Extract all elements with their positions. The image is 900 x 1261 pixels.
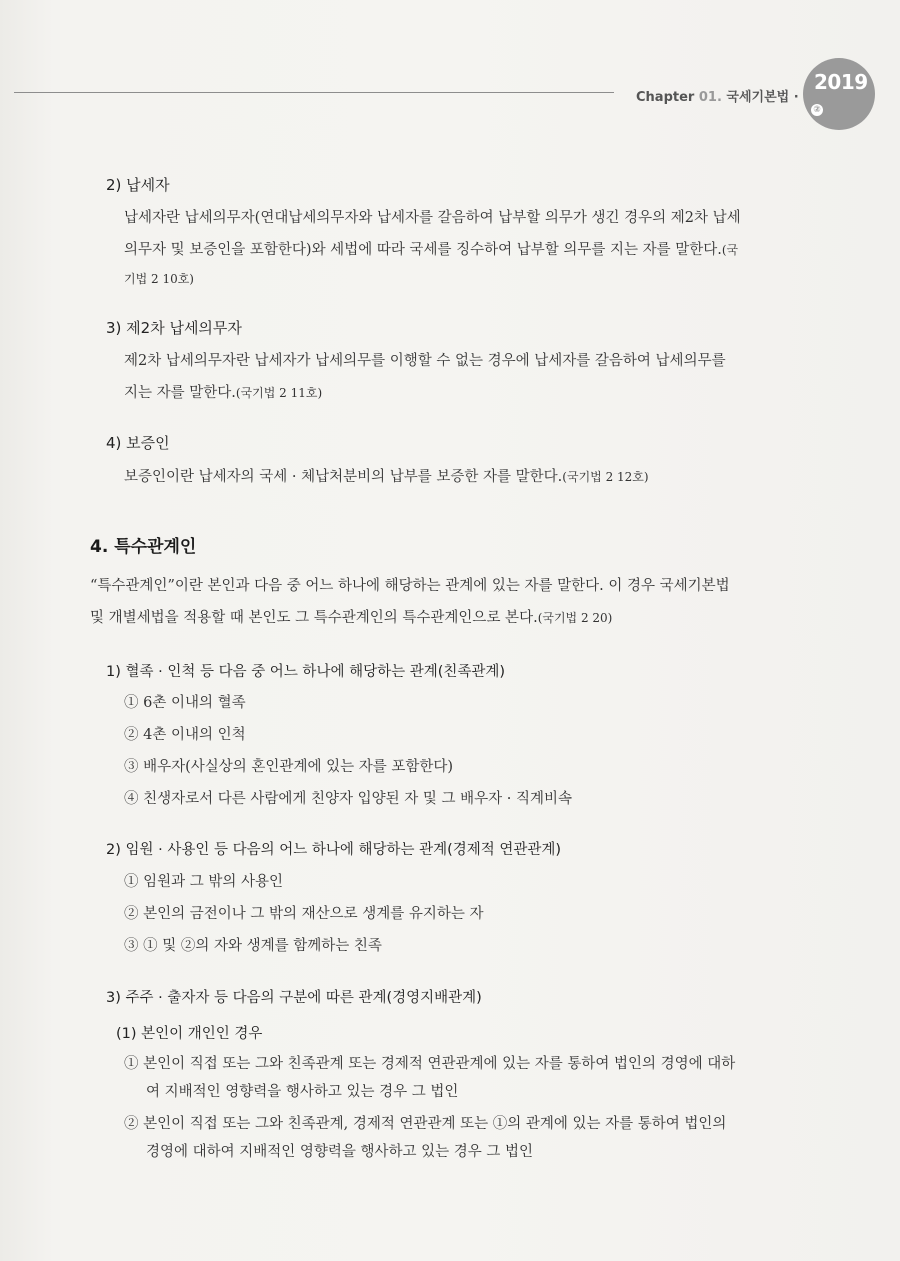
case-individual-heading: (1) 본인이 개인인 경우 <box>116 1026 263 1042</box>
item-kinship-heading: 1) 혈족 · 인척 등 다음 중 어느 하나에 해당하는 관계(친족관계) <box>106 664 506 680</box>
management-line-1: ① 본인이 직접 또는 그와 친족관계 또는 경제적 연관관계에 있는 자를 통하여 법인의 경영에 대하 <box>124 1056 736 1072</box>
taxpayer-line-2: 의무자 및 보증인을 포함한다)와 세법에 따라 국세를 징수하여 납부할 의무를 지는 자를 말한다.(국 <box>124 242 739 258</box>
header-bullet: · <box>793 90 799 105</box>
section-title-related-party: 4. 특수관계인 <box>90 537 197 557</box>
chapter-title: 국세기본법 <box>726 90 790 105</box>
year-label: 2019 <box>814 70 868 94</box>
secondary-line-1: 제2차 납세의무자란 납세자가 납세의무를 이행할 수 없는 경우에 납세자를 갈음하여 납세의무를 <box>124 353 726 369</box>
economic-sub-3: ③ ① 및 ②의 자와 생계를 함께하는 친족 <box>124 938 382 954</box>
economic-sub-1: ① 임원과 그 밖의 사용인 <box>124 874 283 890</box>
kinship-sub-3: ③ 배우자(사실상의 혼인관계에 있는 자를 포함한다) <box>124 759 453 775</box>
kinship-sub-4: ④ 친생자로서 다른 사람에게 친양자 입양된 자 및 그 배우자 · 직계비속 <box>124 791 572 807</box>
management-line-3: ② 본인이 직접 또는 그와 친족관계, 경제적 연관관계 또는 ①의 관계에 있는 자를 통하여 법인의 <box>124 1116 727 1132</box>
item-management-heading: 3) 주주 · 출자자 등 다음의 구분에 따른 관계(경영지배관계) <box>106 990 482 1006</box>
management-line-2: 여 지배적인 영향력을 행사하고 있는 경우 그 법인 <box>146 1084 459 1100</box>
heading-taxpayer: 2) 납세자 <box>106 176 170 194</box>
heading-guarantor: 4) 보증인 <box>106 434 170 452</box>
taxpayer-line-1: 납세자란 납세의무자(연대납세의무자와 납세자를 갈음하여 납부할 의무가 생긴 경우의 제2차 납세 <box>124 210 741 226</box>
header-rule <box>14 92 614 93</box>
chapter-label: Chapter <box>636 90 695 105</box>
heading-secondary-taxpayer: 3) 제2차 납세의무자 <box>106 319 242 337</box>
edition-mark: ② <box>811 104 823 116</box>
management-line-4: 경영에 대하여 지배적인 영향력을 행사하고 있는 경우 그 법인 <box>146 1144 534 1160</box>
guarantor-line: 보증인이란 납세자의 국세 · 체납처분비의 납부를 보증한 자를 말한다.(국기법 2 12호) <box>124 469 649 485</box>
economic-sub-2: ② 본인의 금전이나 그 밖의 재산으로 생계를 유지하는 자 <box>124 906 484 922</box>
item-economic-heading: 2) 임원 · 사용인 등 다음의 어느 하나에 해당하는 관계(경제적 연관관계) <box>106 842 562 858</box>
chapter-number: 01. <box>698 90 722 105</box>
kinship-sub-2: ② 4촌 이내의 인척 <box>124 727 246 743</box>
kinship-sub-1: ① 6촌 이내의 혈족 <box>124 695 246 711</box>
running-header <box>636 84 818 108</box>
secondary-line-2: 지는 자를 말한다.(국기법 2 11호) <box>124 385 323 401</box>
intro-line-1: “특수관계인”이란 본인과 다음 중 어느 하나에 해당하는 관계에 있는 자를 말한다. 이 경우 국세기본법 <box>90 578 730 594</box>
taxpayer-line-3: 기법 2 10호) <box>124 272 194 286</box>
intro-line-2: 및 개별세법을 적용할 때 본인도 그 특수관계인의 특수관계인으로 본다.(국기법 2 20) <box>90 610 613 626</box>
year-badge <box>803 58 875 130</box>
